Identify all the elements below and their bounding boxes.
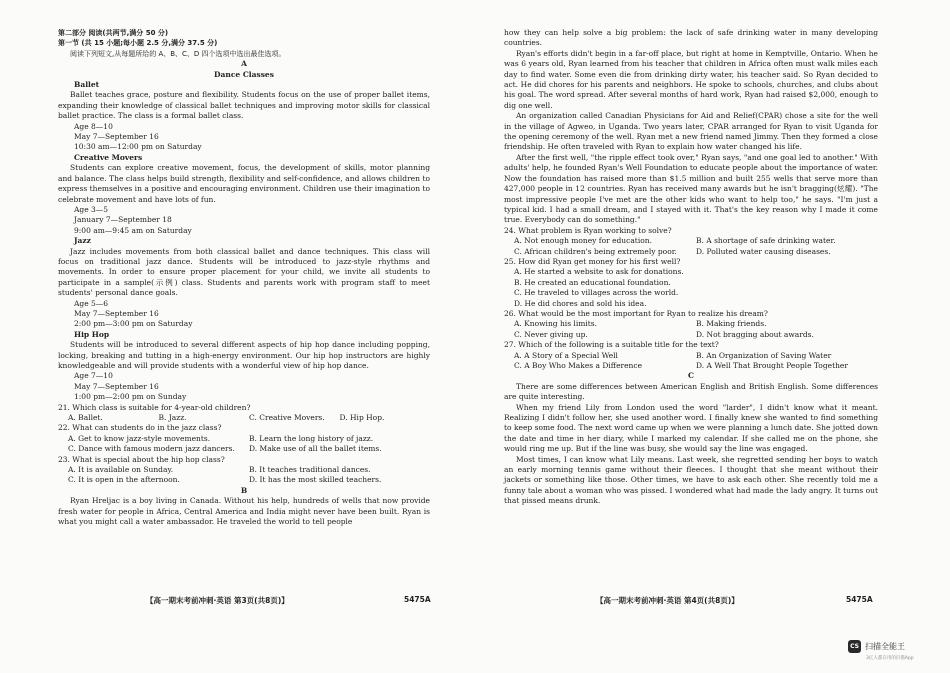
left-page: [58, 28, 430, 528]
option-c: C. A Boy Who Makes a Difference: [514, 361, 643, 370]
class-hip-hop: [58, 330, 430, 403]
question-text: 25. How did Ryan get money for his first well?: [504, 256, 681, 266]
watermark-text: 扫描全能王: [865, 642, 905, 651]
page-footer-right: 【高一期末考前冲刺·英语 第4页(共8页)】: [596, 596, 739, 605]
option-a: A. Ballet.: [68, 413, 103, 423]
right-page: [504, 28, 878, 507]
option-d: D. He did chores and sold his idea.: [514, 298, 647, 308]
question-text: 27. Which of the following is a suitable title for the text?: [504, 340, 719, 350]
instruction: 阅读下列短文,从每题所给的 A、B、C、D 四个选项中选出最佳选项。: [70, 49, 286, 58]
page-code-right: 5475A: [846, 595, 873, 604]
option-d: D. Not bragging about awards.: [696, 329, 814, 339]
option-c: C. He traveled to villages across the world.: [514, 288, 679, 298]
section-title: 第二部分 阅读(共两节,满分 50 分): [58, 29, 169, 37]
class-description: Students can explore creative movement, focus, the development of skills, motor planning and balance. The class helps build strength, flexibility and self-confidence, and allows children to express themselves in a positive and encouraging environment. Children use their imagination to celebrate movement and have lots of fun.: [58, 163, 430, 204]
class-name: Ballet: [74, 80, 100, 90]
question-text: 21. Which class is suitable for 4-year-old children?: [58, 402, 251, 412]
class-time: 9:00 am—9:45 am on Saturday: [74, 225, 192, 235]
option-b: B. Learn the long history of jazz.: [249, 433, 374, 443]
option-d: D. It has the most skilled teachers.: [249, 475, 382, 485]
class-time: 2:00 pm—3:00 pm on Saturday: [74, 319, 193, 329]
question-text: 22. What can students do in the jazz class?: [58, 423, 222, 433]
passage-b-paragraph: After the first well, "the ripple effect took over," Ryan says, "and one goal led to another." With adults' help, he founded Ryan's Well Foundation to educate people about the importance of water. Now the foundation has raised more than $1.5 million and built 255 wells that serve more than 427,000 people in 12 countries. Ryan has received many awards but he isn't bragging(炫耀). "The most impressive people I've met are the other kids who want to help too," he says. "I'm just a typical kid. I had a small dream, and I stayed with it. That's the key reason why I made it come true. Everybody can do something.": [504, 152, 878, 225]
class-age: Age 7—10: [74, 371, 113, 381]
class-description: Jazz includes movements from both classical ballet and dance techniques. This class will focus on traditional jazz dance. Students will be introduced to jazz-style rhythms and movements. In order to ensure proper placement for your child, we invite all students to participate in a sample(示例) class. Students and parents work with program staff to meet students' personal dance goals.: [58, 246, 430, 298]
passage-b-letter: B: [240, 485, 248, 495]
class-name: Creative Movers: [74, 152, 143, 162]
question-options: [504, 236, 878, 257]
question-options: [504, 267, 878, 309]
class-time: 10:30 am—12:00 pm on Saturday: [74, 142, 202, 152]
question-24: [504, 226, 878, 257]
class-dates: May 7—September 16: [74, 132, 159, 142]
option-a: A. Get to know jazz-style movements.: [68, 433, 211, 443]
scanner-watermark: [848, 640, 905, 653]
class-dates: January 7—September 18: [74, 215, 172, 225]
option-b: B. An Organization of Saving Water: [696, 350, 832, 360]
class-creative-movers: [58, 153, 430, 236]
question-text: 26. What would be the most important for Ryan to realize his dream?: [504, 308, 768, 318]
class-description: Ballet teaches grace, posture and flexibility. Students focus on the use of proper ballet items, expanding their knowledge of classical ballet techniques and improving motor skills for classical ballet practice. The class is a formal ballet class.: [58, 90, 430, 121]
option-a: A. It is available on Sunday.: [68, 465, 174, 475]
class-description: Students will be introduced to several different aspects of hip hop dance including popping, locking, breaking and tutting in a high-energy environment. Our hip hop instructors are highly knowledgeable and will provide students with a wonderful view of hip hop dance.: [58, 340, 430, 370]
question-options: [58, 434, 430, 455]
class-age: Age 3—5: [74, 204, 109, 214]
option-d: D. A Well That Brought People Together: [696, 361, 848, 370]
option-a: A. Knowing his limits.: [514, 319, 597, 329]
question-text: 23. What is special about the hip hop class?: [58, 454, 225, 464]
option-c: C. Never giving up.: [514, 329, 588, 339]
option-c: C. Creative Movers.: [249, 413, 325, 423]
passage-c-paragraph: There are some differences between American English and British English. Some differences are quite interesting.: [504, 381, 878, 402]
option-c: C. Dance with famous modern jazz dancers.: [68, 444, 235, 454]
passage-c-paragraph: When my friend Lily from London used the word "larder", I didn't know what it meant. Realizing I didn't follow her, she used another word. I finally knew she wanted to find something to keep some food. The next word came up when we were planning a lunch date. She jotted down the date and time in her diary, while I marked my calendar. If she called me on the phone, she would ring me up. But if the line was busy, she would say the line was engaged.: [504, 402, 878, 454]
option-a: A. Not enough money for education.: [514, 236, 652, 246]
option-d: D. Make use of all the ballet items.: [249, 444, 382, 454]
watermark-subtext: 3亿人都在用的扫描App: [866, 656, 914, 661]
option-d: D. Hip Hop.: [339, 413, 385, 423]
question-21: [58, 403, 430, 424]
class-name: Jazz: [74, 236, 91, 246]
passage-a-title: Dance Classes: [214, 69, 274, 79]
option-b: B. He created an educational foundation.: [514, 277, 671, 287]
passage-c-letter: C: [688, 371, 694, 381]
option-c: C. It is open in the afternoon.: [68, 475, 180, 485]
question-options: [504, 351, 878, 372]
class-time: 1:00 pm—2:00 pm on Sunday: [74, 392, 187, 402]
class-age: Age 5—6: [74, 298, 109, 308]
option-b: B. It teaches traditional dances.: [249, 465, 371, 475]
question-27: [504, 340, 878, 371]
question-options: [58, 465, 430, 486]
option-a: A. A Story of a Special Well: [514, 350, 618, 360]
question-22: [58, 423, 430, 454]
class-jazz: [58, 236, 430, 330]
option-c: C. African children's being extremely poor.: [514, 246, 677, 256]
class-age: Age 8—10: [74, 121, 113, 131]
question-23: [58, 455, 430, 486]
subsection-title: 第一节 (共 15 小题;每小题 2.5 分,满分 37.5 分): [58, 39, 218, 48]
class-ballet: [58, 80, 430, 153]
question-options: [58, 413, 430, 423]
question-25: [504, 257, 878, 309]
option-d: D. Polluted water causing diseases.: [696, 246, 831, 256]
page-footer-left: 【高一期末考前冲刺·英语 第3页(共8页)】: [146, 596, 289, 605]
class-dates: May 7—September 16: [74, 381, 159, 391]
passage-b-paragraph: An organization called Canadian Physicians for Aid and Relief(CPAR) chose a site for the well in the village of Agweo, in Uganda. Two years later, CPAR arranged for Ryan to visit Uganda for the opening ceremony of the well. Ryan met a new friend named Jimmy. Then they formed a close friendship. He often traveled with Ryan to explain how water changed his life.: [504, 111, 878, 152]
option-b: B. A shortage of safe drinking water.: [696, 236, 836, 246]
passage-a-letter: A: [241, 59, 247, 69]
option-a: A. He started a website to ask for donations.: [514, 267, 684, 277]
page-code-left: 5475A: [404, 595, 431, 604]
question-text: 24. What problem is Ryan working to solve?: [504, 225, 672, 235]
question-options: [504, 319, 878, 340]
question-26: [504, 309, 878, 340]
class-dates: May 7—September 16: [74, 308, 159, 318]
camscanner-logo-icon: CS: [848, 640, 861, 653]
option-b: B. Jazz.: [158, 413, 187, 423]
passage-b-continued: how they can help solve a big problem: the lack of safe drinking water in many developing countries.: [504, 28, 878, 48]
option-b: B. Making friends.: [696, 319, 767, 329]
passage-c-paragraph: Most times, I can know what Lily means. Last week, she regretted sending her boys to watch an early morning tennis game without their fleeces. I thought that she meant without their jackets or something like those. Other times, we have to ask each other. She recently told me a funny tale about a woman who was pissed. I wondered what had made the lady angry. It turns out that pissed means drunk.: [504, 454, 878, 506]
passage-b-paragraph: Ryan's efforts didn't begin in a far-off place, but right at home in Kemptville, Ontario. When he was 6 years old, Ryan learned from his teacher that children in Africa often must walk miles each day to find water. Some even die from drinking dirty water, his teacher said. So Ryan decided to act. He did chores for his parents and neighbors. He spoke to schools, churches, and clubs about his goal. The word spread. After several months of hard work, Ryan had raised $2,000, enough to dig one well.: [504, 48, 878, 110]
passage-b-start: Ryan Hreljac is a boy living in Canada. Without his help, hundreds of wells that now provide fresh water for people in Africa, Central America and India might never have been built. Ryan is what you might call a water ambassador. He traveled the world to tell people: [58, 496, 430, 527]
class-name: Hip Hop: [74, 329, 110, 339]
